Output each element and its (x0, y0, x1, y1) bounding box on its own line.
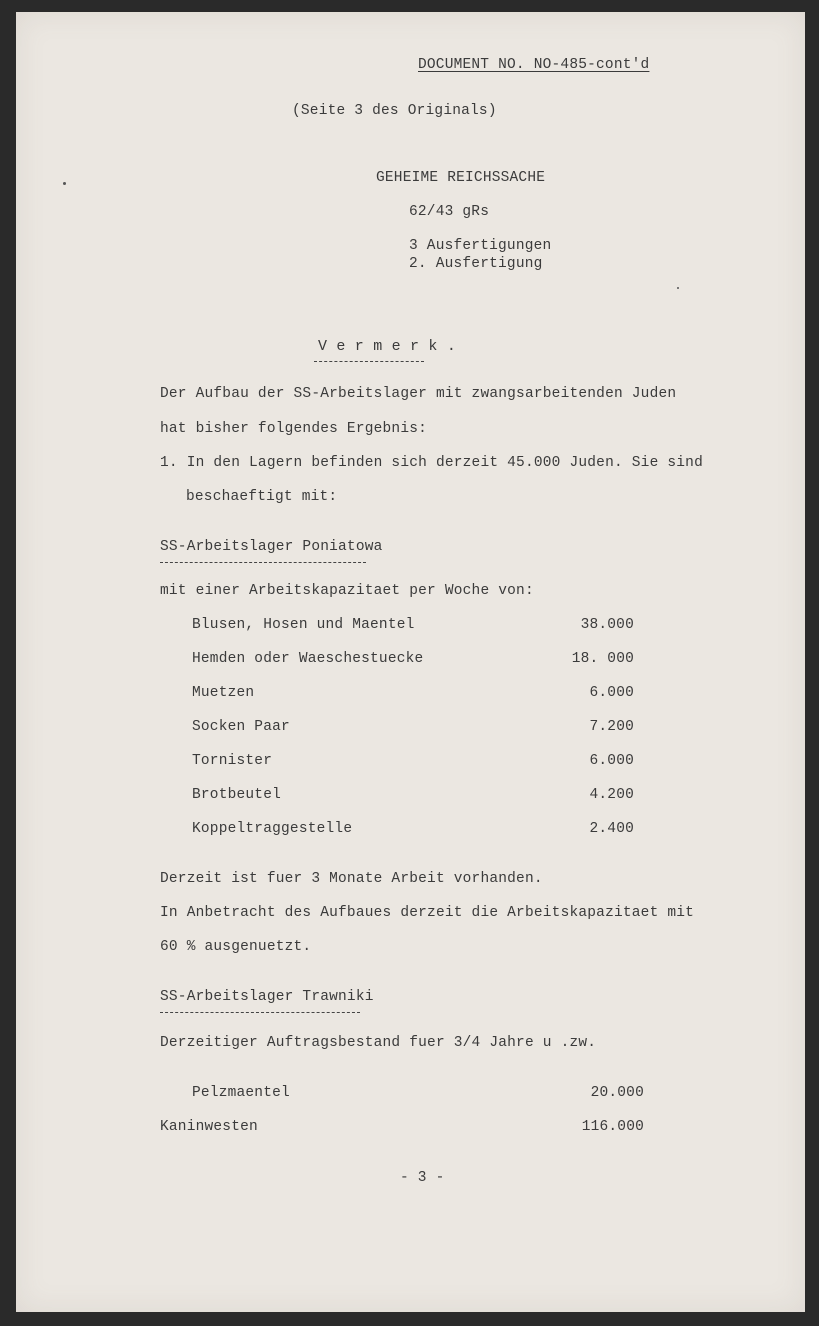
row-label: Socken Paar (192, 719, 290, 735)
row-label: Pelzmaentel (192, 1085, 290, 1101)
row-value: 20.000 (590, 1085, 644, 1101)
trawniki-heading: SS-Arbeitslager Trawniki (160, 989, 374, 1005)
note-line-3: 60 % ausgenuetzt. (160, 939, 312, 955)
row-label: Koppeltraggestelle (192, 821, 353, 837)
row-label: Kaninwesten (160, 1119, 258, 1135)
intro-line-2: hat bisher folgendes Ergebnis: (160, 421, 428, 437)
title-underline (314, 361, 424, 362)
trawniki-heading-underline (160, 1012, 360, 1013)
paper-speck (677, 287, 679, 289)
document-page (16, 12, 805, 1312)
page-number: - 3 - (400, 1170, 445, 1186)
row-value: 7.200 (589, 719, 634, 735)
row-value: 18. 000 (571, 651, 634, 667)
row-value: 6.000 (589, 753, 634, 769)
copy-number: 2. Ausfertigung (409, 256, 543, 272)
classification-stamp: GEHEIME REICHSSACHE (376, 170, 546, 186)
row-label: Hemden oder Waeschestuecke (192, 651, 424, 667)
copies-total: 3 Ausfertigungen (409, 238, 552, 254)
row-label: Blusen, Hosen und Maentel (192, 617, 415, 633)
document-title: V e r m e r k . (318, 338, 457, 355)
row-value: 2.400 (589, 821, 634, 837)
row-value: 4.200 (589, 787, 634, 803)
reference-number: 62/43 gRs (409, 204, 490, 220)
poniatowa-heading: SS-Arbeitslager Poniatowa (160, 539, 383, 555)
row-label: Tornister (192, 753, 273, 769)
row-value: 38.000 (580, 617, 634, 633)
capacity-line: mit einer Arbeitskapazitaet per Woche von: (160, 583, 534, 599)
item-1-line-2: beschaeftigt mit: (186, 489, 338, 505)
note-line-2: In Anbetracht des Aufbaues derzeit die Arbeitskapazitaet mit (160, 905, 695, 921)
row-value: 116.000 (581, 1119, 644, 1135)
paper-speck (63, 182, 66, 185)
document-reference: DOCUMENT NO. NO-485-cont'd (418, 57, 650, 73)
row-value: 6.000 (589, 685, 634, 701)
row-label: Brotbeutel (192, 787, 282, 803)
poniatowa-heading-underline (160, 562, 366, 563)
item-1-line-1: 1. In den Lagern befinden sich derzeit 45.000 Juden. Sie sind (160, 455, 703, 471)
original-page-note: (Seite 3 des Originals) (292, 103, 497, 119)
note-line-1: Derzeit ist fuer 3 Monate Arbeit vorhanden. (160, 871, 543, 887)
intro-line-1: Der Aufbau der SS-Arbeitslager mit zwangsarbeitenden Juden (160, 386, 677, 402)
row-label: Muetzen (192, 685, 255, 701)
order-line: Derzeitiger Auftragsbestand fuer 3/4 Jahre u .zw. (160, 1035, 597, 1051)
